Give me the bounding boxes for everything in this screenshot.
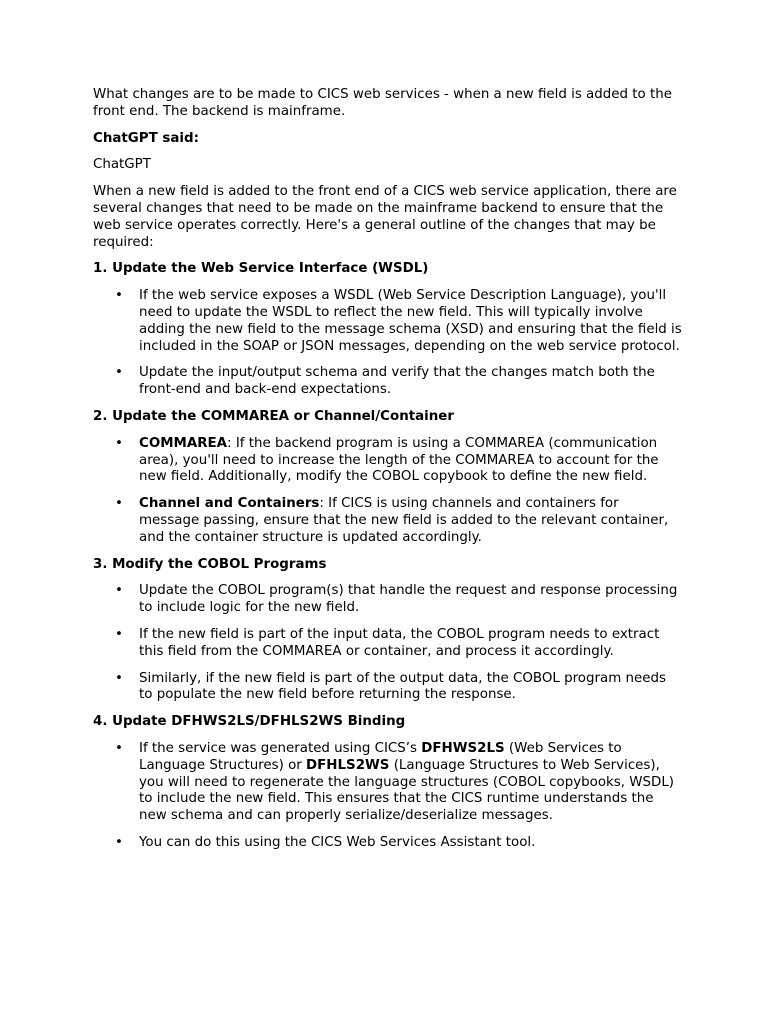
bullet-list [93,436,683,547]
bold-term: DFHLS2WS [306,757,390,773]
section-heading: 2. Update the COMMAREA or Channel/Container [93,408,454,424]
list-item [139,436,683,486]
section-heading: 1. Update the Web Service Interface (WSDL) [93,261,429,277]
bullet-list [93,288,683,399]
bullet-list [93,741,683,852]
bold-term: Channel and Containers [139,496,320,512]
bullet-text: : If CICS is using channels and containers for message passing, ensure that the new field is added to the relevant container, and the container structure is updated accordingly. [139,496,669,545]
bullet-text: : If the backend program is using a COMMAREA (communication area), you'll need to increase the length of the COMMAREA to account for the new field. Additionally, modify the COBOL copybook to define the new field. [139,435,659,485]
speaker-label: ChatGPT said: [93,130,199,146]
sections-container [93,261,683,851]
bullet-text: You can do this using the CICS Web Services Assistant tool. [139,834,536,850]
list-item [139,671,683,705]
document-page [93,87,683,862]
bold-term: COMMAREA [139,435,228,451]
bullet-text: Update the input/output schema and verify that the changes match both the front-end and back-end expectations. [139,365,655,398]
text-segment: If the service was generated using CICS’s [139,740,422,756]
bullet-text: If the new field is part of the input data, the COBOL program needs to extract this field from the COMMAREA or container, and process it accordingly. [139,626,660,659]
list-item [139,365,683,399]
text-segment: (Web Services to Language Structures) or [139,740,622,773]
list-item [139,627,683,661]
bold-term: DFHWS2LS [421,740,505,756]
text-segment: (Language Structures to Web Services), you will need to regenerate the language structures (COBOL copybooks, WSDL) to include the new field. This ensures that the CICS runtime understands the new schema and can properly serialize/deserialize messages. [139,757,675,824]
bullet-list [93,583,683,704]
list-item [139,583,683,617]
section-heading: 4. Update DFHWS2LS/DFHLS2WS Binding [93,714,406,730]
list-item [139,288,683,355]
section-heading: 3. Modify the COBOL Programs [93,556,327,572]
bullet-text: Similarly, if the new field is part of the output data, the COBOL program needs to populate the new field before returning the response. [139,670,666,703]
list-item [139,835,683,852]
list-item [139,741,683,825]
intro-paragraph: When a new field is added to the front end of a CICS web service application, there are several changes that need to be made on the mainframe backend to ensure that the web service operates correctly. Here's a general outline of the changes that may be required: [93,184,677,250]
list-item [139,496,683,546]
assistant-name: ChatGPT [93,157,151,173]
bullet-text: If the web service exposes a WSDL (Web Service Description Language), you'll need to update the WSDL to reflect the new field. This will typically involve adding the new field to the message schema (XSD) and ensuring that the field is included in the SOAP or JSON messages, depending on the web service protocol. [139,288,682,354]
bullet-text: Update the COBOL program(s) that handle the request and response processing to include logic for the new field. [139,583,678,616]
user-question: What changes are to be made to CICS web services - when a new field is added to the front end. The backend is mainframe. [93,87,672,119]
